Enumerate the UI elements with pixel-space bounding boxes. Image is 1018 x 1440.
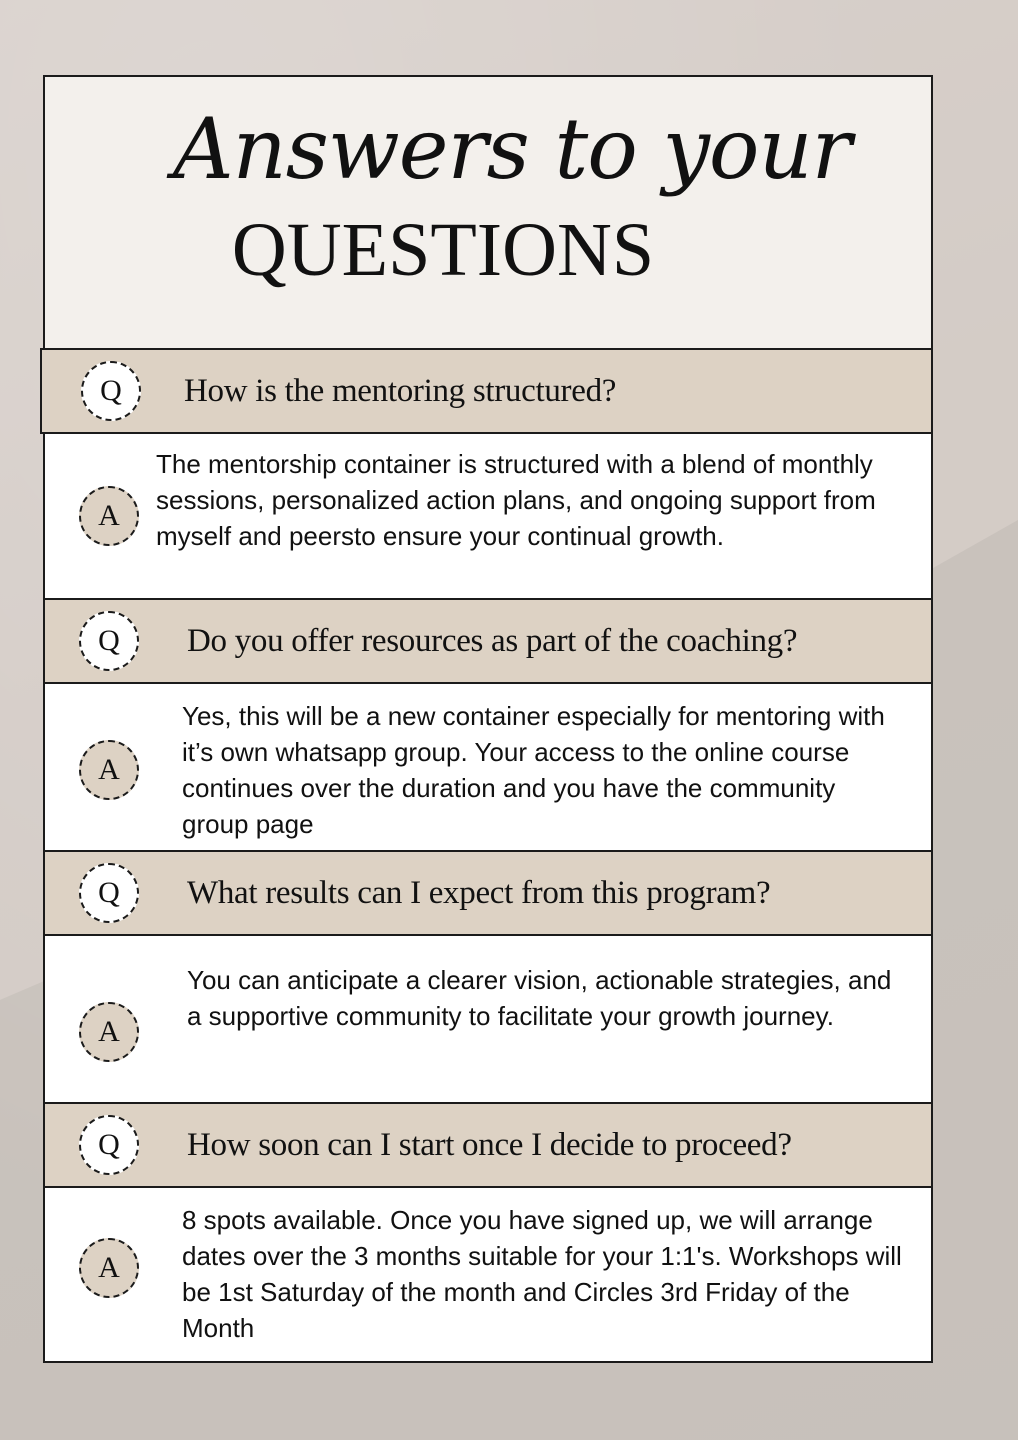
question-text: How soon can I start once I decide to proceed? bbox=[187, 1127, 792, 1163]
q-badge: Q bbox=[79, 863, 139, 923]
title-questions: QUESTIONS bbox=[231, 208, 655, 292]
answer-text: The mentorship container is structured with a blend of monthly sessions, personalized action plans, and ongoing support from myself and peersto ensure your continual growth. bbox=[156, 449, 876, 551]
q-badge: Q bbox=[81, 361, 141, 421]
answer-row bbox=[45, 684, 931, 850]
title-script: Answers to your bbox=[173, 100, 851, 198]
answer-row bbox=[45, 1188, 931, 1361]
q-badge: Q bbox=[79, 1115, 139, 1175]
a-badge: A bbox=[79, 1238, 139, 1298]
answer-row bbox=[45, 936, 931, 1102]
question-row bbox=[45, 598, 931, 684]
question-text: What results can I expect from this program? bbox=[187, 875, 771, 911]
question-text: Do you offer resources as part of the coaching? bbox=[187, 623, 798, 659]
header-panel bbox=[45, 77, 931, 349]
question-text: How is the mentoring structured? bbox=[184, 373, 617, 409]
faq-card bbox=[43, 75, 933, 1363]
answer-text: Yes, this will be a new container especially for mentoring with it’s own whatsapp group. Your access to the online course continues over the duration and you have the community group page bbox=[182, 701, 885, 839]
q-badge: Q bbox=[79, 611, 139, 671]
answer-text: You can anticipate a clearer vision, actionable strategies, and a supportive community to facilitate your growth journey. bbox=[187, 965, 892, 1031]
question-row bbox=[45, 850, 931, 936]
answer-text: 8 spots available. Once you have signed up, we will arrange dates over the 3 months suitable for your 1:1's. Workshops will be 1st Saturday of the month and Circles 3rd Friday of the Month bbox=[182, 1205, 902, 1343]
question-row bbox=[45, 1102, 931, 1188]
answer-row bbox=[45, 434, 931, 598]
question-row bbox=[40, 348, 931, 434]
a-badge: A bbox=[79, 1002, 139, 1062]
a-badge: A bbox=[79, 486, 139, 546]
a-badge: A bbox=[79, 740, 139, 800]
